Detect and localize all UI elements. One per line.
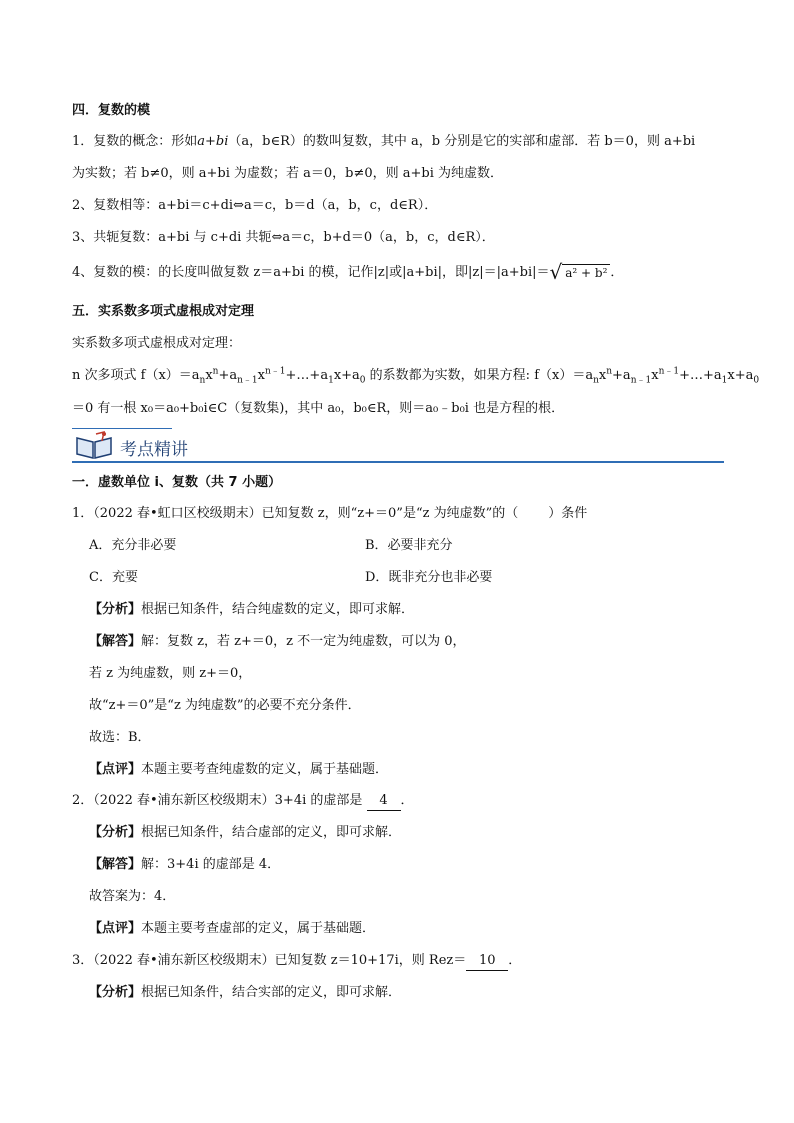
- sec4-line-5: 4、复数的模：的长度叫做复数 z＝a+bi 的模，记作|z|或|a+bi|，即|z|＝|a+bi|＝ √ a² + b² ．: [72, 260, 624, 284]
- sec4-line-4: 3、共轭复数：a+bi 与 c+di 共轭⇔a＝c，b+d＝0（a，b，c，d∈R）．: [72, 230, 495, 245]
- q1-solution-line-4: 故选：B．: [89, 730, 151, 745]
- sqrt-expression: √ a² + b²: [550, 263, 611, 281]
- q1-stem: 1．（2022 春•虹口区校级期末）已知复数 z，则“z+＝0”是“z 为纯虚数”的（ ）条件: [72, 506, 588, 521]
- q2-answer-blank: 4: [367, 792, 401, 811]
- section-5-title: 五．实系数多项式虚根成对定理: [72, 304, 255, 319]
- q1-solution: 【解答】解：复数 z，若 z+＝0，z 不一定为纯虚数，可以为 0，: [89, 634, 466, 649]
- sec5-line-1: 实系数多项式虚根成对定理：: [72, 336, 242, 351]
- sec4-line-1: 1．复数的概念：形如a+bi（a，b∈R）的数叫复数，其中 a，b 分别是它的实部和虚部．若 b＝0，则 a+bi: [72, 134, 696, 149]
- q2-solution-line-2: 故答案为：4．: [89, 889, 176, 904]
- section-banner: [72, 428, 724, 462]
- q1-option-a: A．充分非必要: [89, 538, 177, 553]
- q1-option-b: B．必要非充分: [365, 538, 453, 553]
- q2-solution: 【解答】解：3+4i 的虚部是 4．: [89, 857, 281, 872]
- sec5-line-3: ＝0 有一根 x₀＝a₀+b₀i∈C（复数集)，其中 a₀，b₀∈R，则＝a₀﹣b₀i 也是方程的根．: [72, 401, 565, 416]
- sec5-line-2: n 次多项式 $f(x)=a_nx^n+a_{n﹣1}x^{n﹣1}+\dots+a_1x+a_0$ 的系数都为实数，如果方程: $f(x)=a_nx^n+a_{n﹣1}x^{n﹣1}+\dots+a_1x+a_0$: [72, 366, 760, 386]
- q1-comment: 【点评】本题主要考查纯虚数的定义，属于基础题．: [89, 762, 389, 777]
- q3-stem: 3．（2022 春•浦东新区校级期末）已知复数 z＝10+17i，则 Rez＝ 10 ．: [72, 952, 521, 971]
- q1-solution-line-3: 故“z+＝0”是“z 为纯虚数”的必要不充分条件．: [89, 698, 361, 713]
- q1-option-c: C．充要: [89, 570, 138, 585]
- q1-solution-line-2: 若 z 为纯虚数，则 z+＝0，: [89, 666, 252, 681]
- part-1-title: 一．虚数单位 i、复数（共 7 小题）: [72, 475, 282, 490]
- q2-comment: 【点评】本题主要考查虚部的定义，属于基础题．: [89, 921, 376, 936]
- q2-stem: 2．（2022 春•浦东新区校级期末）3+4i 的虚部是 4 ．: [72, 792, 414, 811]
- q3-answer-blank: 10: [466, 952, 508, 971]
- q1-analysis: 【分析】根据已知条件，结合纯虚数的定义，即可求解．: [89, 602, 415, 617]
- book-icon: [74, 430, 114, 460]
- section-4-title: 四．复数的模: [72, 103, 151, 118]
- banner-title: 考点精讲: [120, 440, 188, 460]
- q1-option-d: D．既非充分也非必要: [365, 570, 493, 585]
- q3-analysis: 【分析】根据已知条件，结合实部的定义，即可求解．: [89, 985, 402, 1000]
- sec4-line-3: 2、复数相等：a+bi＝c+di⇔a＝c，b＝d（a，b，c，d∈R）．: [72, 198, 438, 213]
- sec4-line-2: 为实数；若 b≠0，则 a+bi 为虚数；若 a＝0，b≠0，则 a+bi 为纯虚数．: [72, 166, 504, 181]
- q2-analysis: 【分析】根据已知条件，结合虚部的定义，即可求解．: [89, 825, 402, 840]
